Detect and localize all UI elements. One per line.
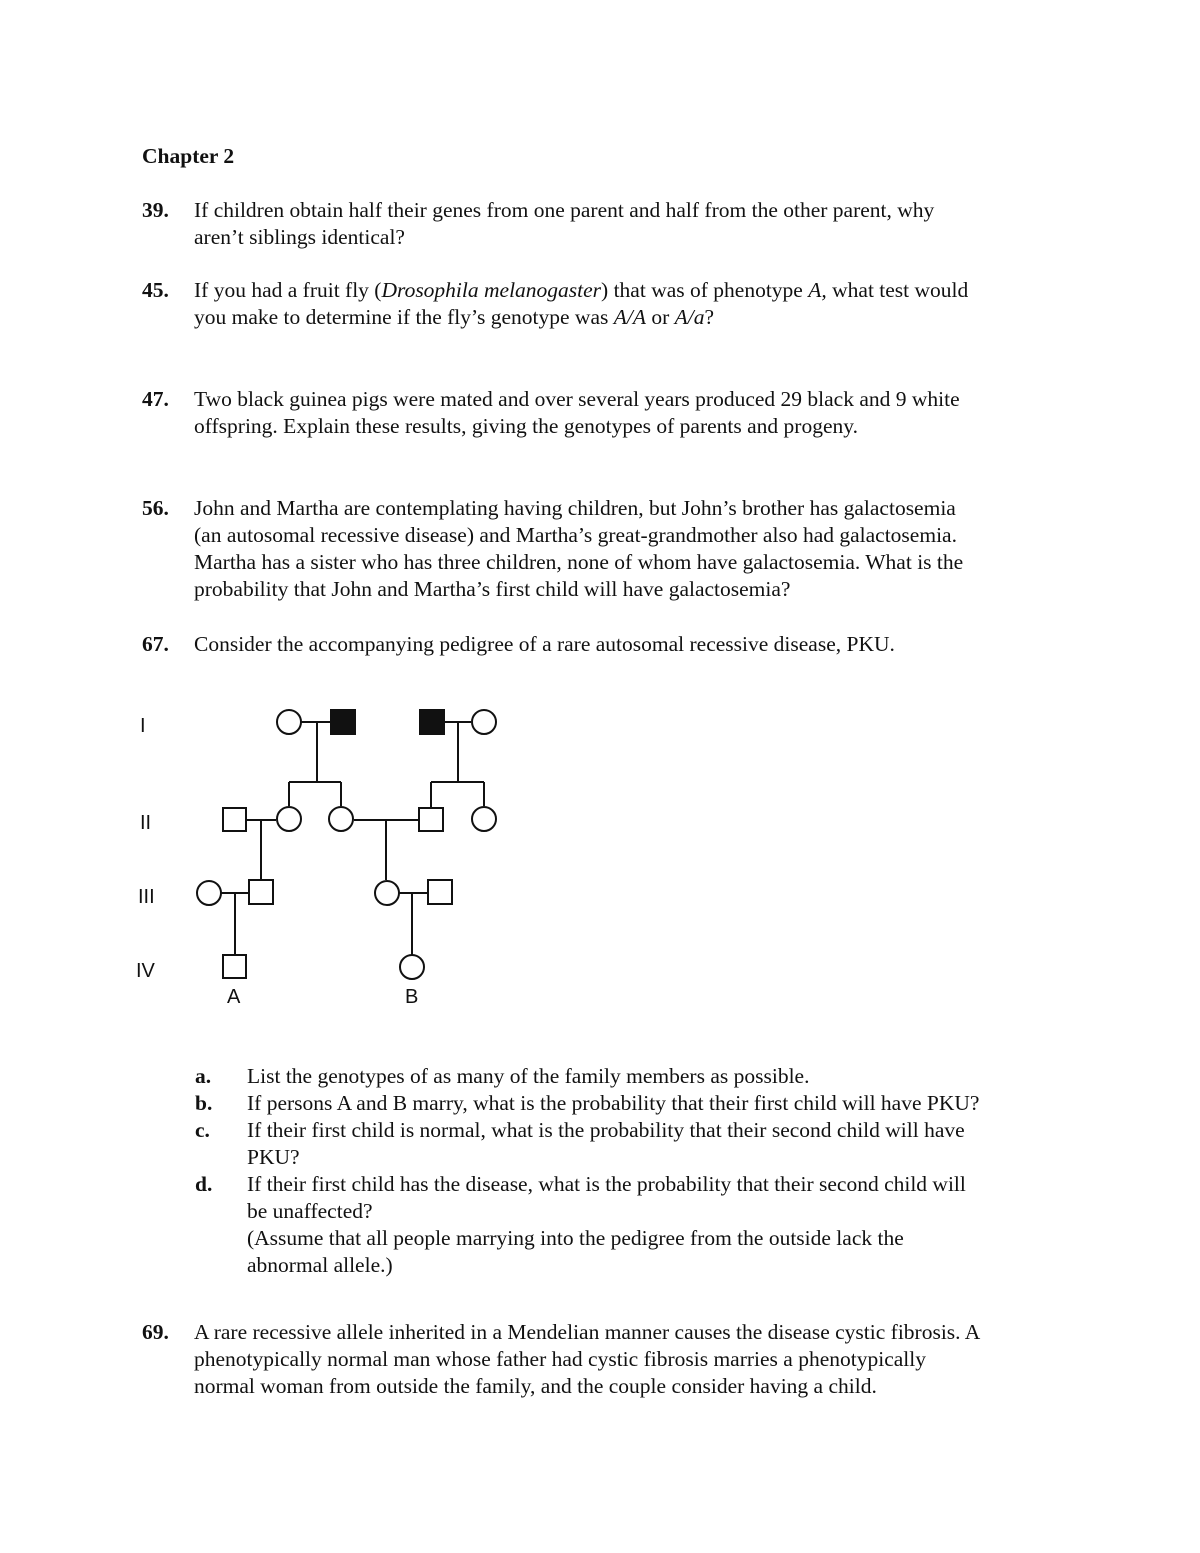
text-span: If you had a fruit fly ( [194,278,382,302]
female-unaffected-symbol [277,710,301,734]
genotype-symbol: A/A [613,305,646,329]
pedigree-lines [221,722,484,955]
question-line: phenotypically normal man whose father had cystic fibrosis marries a phenotypically [194,1347,926,1371]
subquestion-text [247,1063,1067,1090]
question-line: (an autosomal recessive disease) and Martha’s great-grandmother also had galactosemia. [194,523,957,547]
female-unaffected-symbol [472,710,496,734]
question-line: normal woman from outside the family, and the couple consider having a child. [194,1374,877,1398]
generation-label: II [140,812,152,834]
text-span: ) that was of phenotype [601,278,809,302]
subquestion-line: If persons A and B marry, what is the probability that their first child will have PKU? [247,1091,980,1115]
question-line: aren’t siblings identical? [194,225,405,249]
generation-label: IV [136,960,155,982]
individual-label-a: A [227,986,241,1008]
female-unaffected-symbol [329,807,353,831]
subquestion-line: If their first child has the disease, what is the probability that their second child will [247,1172,966,1196]
male-affected-symbol [331,710,355,734]
question-number: 45. [142,278,169,302]
question-number: 67. [142,632,169,656]
chapter-title: Chapter 2 [142,144,235,168]
text-span: you make to determine if the fly’s genotype was [194,305,614,329]
female-unaffected-symbol [197,881,221,905]
question-number: 39. [142,198,169,222]
subquestion-line: abnormal allele.) [247,1253,393,1277]
male-unaffected-symbol-a [223,955,246,978]
species-name: Drosophila melanogaster [381,278,602,302]
subquestion-line: (Assume that all people marrying into the pedigree from the outside lack the [247,1226,904,1250]
text-span: ? [704,305,715,329]
subquestion-letter: a. [195,1064,212,1088]
male-unaffected-symbol [428,880,452,904]
subquestion-line: List the genotypes of as many of the family members as possible. [247,1064,810,1088]
male-affected-symbol [420,710,444,734]
question-line: If children obtain half their genes from one parent and half from the other parent, why [194,198,935,222]
question-line: Martha has a sister who has three children, none of whom have galactosemia. What is the [194,550,964,574]
male-unaffected-symbol [249,880,273,904]
generation-label: I [140,715,146,737]
phenotype-symbol: A, [808,278,827,302]
female-unaffected-symbol [472,807,496,831]
female-unaffected-symbol [277,807,301,831]
question-number: 69. [142,1320,169,1344]
subquestion-letter: d. [195,1172,213,1196]
subquestion-letter: c. [195,1118,210,1142]
genotype-symbol: A/a [674,305,705,329]
question-line: A rare recessive allele inherited in a Mendelian manner causes the disease cystic fibrosis. A [194,1320,981,1344]
subquestion-line: be unaffected? [247,1199,373,1223]
individual-label-b: B [405,986,419,1008]
question-text [194,1319,1074,1400]
subquestion-text [247,1090,1067,1117]
female-unaffected-symbol-b [400,955,424,979]
female-unaffected-symbol [375,881,399,905]
subquestion-line: PKU? [247,1145,300,1169]
question-number: 56. [142,496,169,520]
text-span: or [645,305,675,329]
male-unaffected-symbol [223,808,246,831]
question-line: offspring. Explain these results, giving the genotypes of parents and progeny. [194,414,858,438]
subquestion-letter: b. [195,1091,213,1115]
question-line: probability that John and Martha’s first child will have galactosemia? [194,577,791,601]
subquestion-line: If their first child is normal, what is the probability that their second child will have [247,1118,965,1142]
subquestion-text [247,1117,1067,1171]
question-line: John and Martha are contemplating having children, but John’s brother has galactosemia [194,496,956,520]
question-line: Consider the accompanying pedigree of a rare autosomal recessive disease, PKU. [194,632,895,656]
subquestion-text [247,1171,1067,1279]
male-unaffected-symbol [419,808,443,831]
generation-label: III [138,886,155,908]
text-span: what test would [826,278,969,302]
question-number: 47. [142,387,169,411]
question-line: Two black guinea pigs were mated and over several years produced 29 black and 9 white [194,387,960,411]
